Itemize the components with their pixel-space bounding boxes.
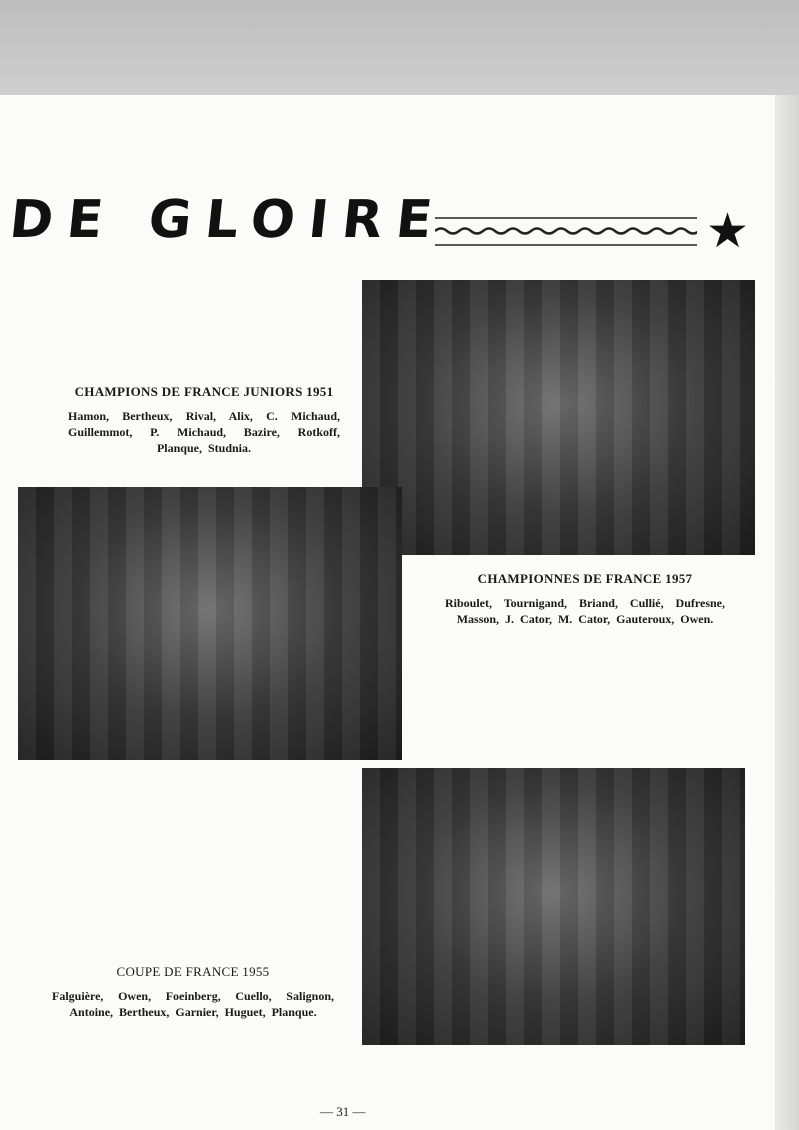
star-icon: ★ bbox=[706, 205, 750, 258]
caption-women-1957 bbox=[445, 571, 725, 627]
caption-juniors-1951 bbox=[68, 384, 340, 456]
page-number: — 31 — bbox=[320, 1104, 366, 1119]
caption-coupe-1955 bbox=[52, 964, 334, 1020]
page-edge bbox=[775, 95, 799, 1130]
caption-heading: COUPE DE FRANCE 1955 bbox=[116, 964, 270, 979]
caption-names: Hamon, Bertheux, Rival, Alix, C. Michaud, Guillemmot, P. Michaud, Bazire, Rotkoff, Planque, Studnia. bbox=[68, 409, 340, 455]
caption-names: Falguière, Owen, Foeinberg, Cuello, Salignon, Antoine, Bertheux, Garnier, Huguet, Planque. bbox=[52, 989, 334, 1019]
caption-heading: CHAMPIONNES DE FRANCE 1957 bbox=[477, 571, 693, 586]
wavy-lines-ornament bbox=[435, 212, 697, 250]
caption-names: Riboulet, Tournigand, Briand, Cullié, Dufresne, Masson, J. Cator, M. Cator, Gauteroux, Owen. bbox=[445, 596, 725, 626]
scanner-background bbox=[0, 0, 799, 95]
page-title: DE GLOIRE bbox=[6, 190, 450, 250]
photo-women-1957 bbox=[18, 487, 402, 760]
caption-heading: CHAMPIONS DE FRANCE JUNIORS 1951 bbox=[74, 384, 334, 399]
photo-juniors-1951 bbox=[362, 280, 755, 555]
photo-coupe-1955 bbox=[362, 768, 745, 1045]
